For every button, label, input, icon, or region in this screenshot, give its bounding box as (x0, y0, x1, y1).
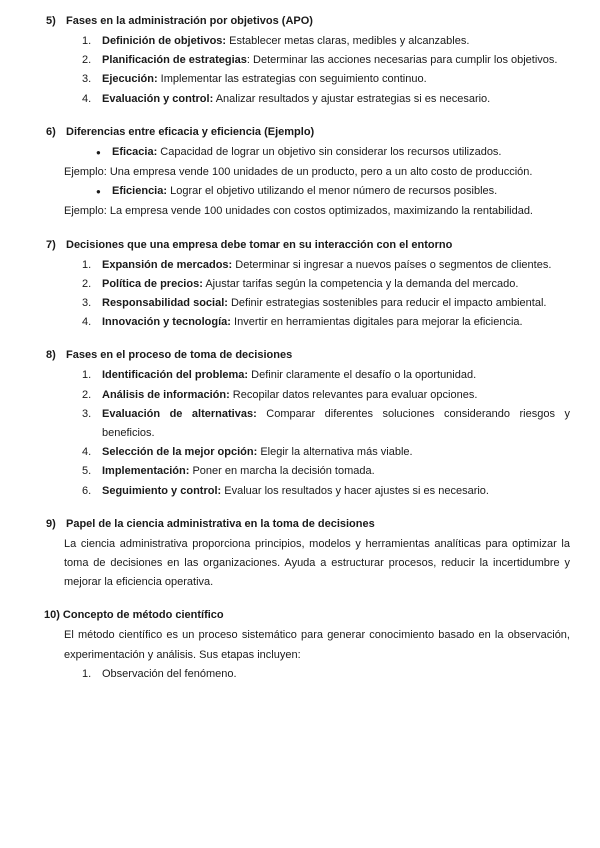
item-text: Recopilar datos relevantes para evaluar opciones. (229, 388, 478, 401)
item-number: 3. (82, 73, 92, 86)
item-text: Observación del fenómeno. (102, 667, 237, 680)
item-body (102, 482, 570, 501)
bullet-icon (96, 182, 112, 202)
list-item (82, 90, 570, 109)
section-heading (46, 515, 570, 534)
section-heading (46, 12, 570, 31)
list-item (82, 665, 570, 684)
list-item (82, 386, 570, 405)
item-body (102, 462, 570, 481)
item-body (102, 256, 570, 275)
item-number: 2. (82, 54, 92, 67)
section-number: 8) (46, 349, 56, 362)
bullet-text: Capacidad de lograr un objetivo sin considerar los recursos utilizados. (157, 145, 502, 158)
item-term: Política de precios: (102, 277, 203, 290)
item-number: 5. (82, 465, 92, 478)
list-item (82, 405, 570, 443)
example-paragraph: Ejemplo: Una empresa vende 100 unidades de un producto, pero a un alto costo de producción. (64, 166, 533, 179)
item-body (102, 70, 570, 89)
example-paragraph: Ejemplo: La empresa vende 100 unidades con costos optimizados, maximizando la rentabilidad. (64, 205, 533, 218)
item-term: Innovación y tecnología: (102, 316, 231, 329)
item-number: 4. (82, 92, 92, 105)
item-body (102, 443, 570, 462)
item-body (102, 51, 570, 70)
section-9 (46, 515, 570, 593)
item-term: Expansión de mercados: (102, 258, 233, 271)
list-item (82, 294, 570, 313)
item-term: Análisis de información: (102, 388, 230, 401)
item-term: Evaluación de alternativas: (102, 407, 257, 420)
item-term: Definición de objetivos: (102, 35, 227, 47)
section-title: Fases en la administración por objetivos (APO) (66, 15, 313, 27)
item-text: Comparar diferentes soluciones considerando riesgos y beneficios. (102, 407, 570, 440)
item-text: Implementar las estrategias con seguimiento continuo. (157, 73, 427, 86)
item-text: Ajustar tarifas según la competencia y la demanda del mercado. (202, 277, 519, 290)
item-number: 1. (82, 258, 92, 271)
item-number: 4. (82, 316, 92, 329)
item-term: Seguimiento y control: (102, 484, 222, 497)
item-number: 3. (82, 407, 92, 420)
list-item (82, 275, 570, 294)
item-text: Poner en marcha la decisión tomada. (189, 465, 375, 478)
bullet-term: Eficacia: (112, 145, 158, 158)
bullet-text: Lograr el objetivo utilizando el menor número de recursos posibles. (167, 185, 498, 198)
item-body (102, 405, 570, 443)
item-body (102, 386, 570, 405)
list-item (82, 32, 570, 51)
section-number: 7) (46, 238, 56, 251)
section-title: Fases en el proceso de toma de decisiones (66, 349, 293, 362)
item-body (102, 313, 570, 332)
list-item (82, 70, 570, 89)
item-body (102, 32, 570, 51)
item-text: : Determinar las acciones necesarias para cumplir los objetivos. (246, 54, 558, 67)
list-item (82, 482, 570, 501)
item-text: Analizar resultados y ajustar estrategias si es necesario. (213, 92, 491, 105)
item-number: 1. (82, 667, 92, 680)
section-heading (46, 346, 570, 365)
item-number: 2. (82, 277, 92, 290)
section-number: 9) (46, 517, 56, 530)
item-body (102, 90, 570, 109)
section-title: Papel de la ciencia administrativa en la toma de decisiones (66, 517, 375, 530)
item-text: Definir estrategias sostenibles para reducir el impacto ambiental. (227, 297, 547, 310)
bullet-icon (96, 143, 112, 163)
item-term: Identificación del problema: (102, 369, 249, 382)
item-term: Selección de la mejor opción: (102, 446, 258, 459)
item-text: Determinar si ingresar a nuevos países o segmentos de clientes. (232, 258, 552, 271)
section-title: Decisiones que una empresa debe tomar en su interacción con el entorno (66, 238, 453, 251)
item-number: 3. (82, 297, 92, 310)
item-text: Elegir la alternativa más viable. (257, 446, 413, 459)
list-item (82, 51, 570, 70)
section-heading (46, 123, 570, 142)
item-body (102, 294, 570, 313)
item-number: 4. (82, 446, 92, 459)
section-heading (46, 606, 570, 625)
item-term: Planificación de estrategias (102, 54, 247, 67)
item-text: Invertir en herramientas digitales para mejorar la eficiencia. (230, 316, 523, 329)
section-number: 10) (44, 609, 60, 622)
numbered-list (46, 32, 570, 109)
numbered-list (46, 366, 570, 500)
item-body (102, 366, 570, 385)
numbered-list (46, 256, 570, 333)
item-body (102, 275, 570, 294)
section-5 (46, 12, 570, 109)
body-paragraph: La ciencia administrativa proporciona principios, modelos y herramientas analíticas para optimizar la toma de decisiones en las organizaciones. Ayuda a estructurar procesos, reducir la incertidumbre y mejorar la eficiencia operativa. (64, 537, 570, 589)
section-title: Diferencias entre eficacia y eficiencia (Ejemplo) (66, 125, 315, 138)
section-8 (46, 346, 570, 500)
list-item (82, 443, 570, 462)
item-term: Responsabilidad social: (102, 297, 228, 310)
item-number: 1. (82, 369, 92, 382)
section-heading (46, 236, 570, 255)
section-6 (46, 123, 570, 222)
item-text: Establecer metas claras, medibles y alcanzables. (226, 35, 470, 47)
item-number: 1. (82, 35, 92, 47)
list-item (82, 462, 570, 481)
item-term: Ejecución: (102, 73, 158, 86)
bullet-item-eficacia (96, 143, 570, 163)
item-number: 6. (82, 484, 92, 497)
item-text: Definir claramente el desafío o la oportunidad. (248, 369, 477, 382)
section-10 (46, 606, 570, 684)
item-term: Implementación: (102, 465, 190, 478)
section-7 (46, 236, 570, 333)
section-title: Concepto de método científico (62, 609, 224, 622)
item-term: Evaluación y control: (102, 92, 214, 105)
numbered-list (46, 665, 570, 684)
list-item (82, 313, 570, 332)
item-text: Evaluar los resultados y hacer ajustes si es necesario. (221, 484, 489, 497)
bullet-term: Eficiencia: (112, 185, 168, 198)
list-item (82, 366, 570, 385)
list-item (82, 256, 570, 275)
item-number: 2. (82, 388, 92, 401)
section-number: 5) (46, 15, 56, 27)
body-paragraph: El método científico es un proceso sistemático para generar conocimiento basado en la observación, experimentación y análisis. Sus etapas incluyen: (64, 629, 570, 661)
bullet-item-eficiencia (96, 182, 570, 202)
section-number: 6) (46, 125, 56, 138)
